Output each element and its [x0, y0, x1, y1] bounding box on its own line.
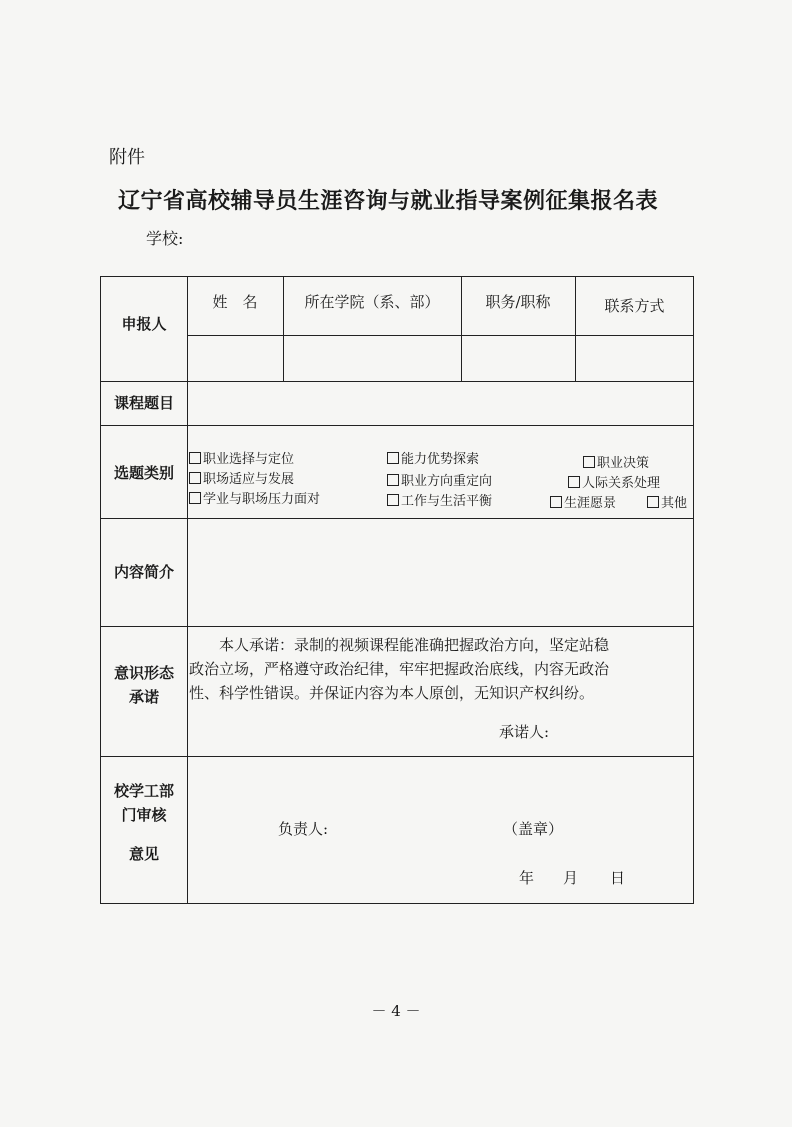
signer-label: 承诺人: — [499, 723, 550, 741]
attachment-label: 附件 — [109, 147, 145, 168]
date-year: 年 — [519, 869, 535, 887]
grid-line — [101, 381, 694, 382]
option-label: 生涯愿景 — [564, 496, 617, 511]
checkbox-icon[interactable] — [387, 474, 399, 486]
option-label: 职业方向重定向 — [401, 474, 493, 489]
checkbox-icon[interactable] — [189, 472, 201, 484]
pledge-line-1: 本人承诺：录制的视频课程能准确把握政治方向，坚定站稳 — [189, 636, 610, 654]
date-month: 月 — [563, 869, 579, 887]
responsible-label: 负责人: — [278, 820, 329, 838]
review-label-line3: 意见 — [128, 845, 159, 863]
option-career-decision[interactable] — [583, 452, 649, 471]
option-strength-explore[interactable] — [387, 448, 479, 467]
header-college: 所在学院（系、部） — [304, 293, 440, 311]
option-label: 工作与生活平衡 — [401, 494, 493, 509]
option-other[interactable] — [647, 492, 687, 511]
option-label: 能力优势探索 — [401, 452, 480, 467]
grid-line — [187, 277, 188, 903]
date-day: 日 — [610, 869, 626, 887]
option-label: 人际关系处理 — [582, 476, 661, 491]
option-career-redirect[interactable] — [387, 470, 492, 489]
applicant-label: 申报人 — [121, 315, 167, 333]
page-number: － 4 － — [371, 1002, 421, 1020]
option-workplace-adapt[interactable] — [189, 468, 294, 487]
checkbox-icon[interactable] — [189, 452, 201, 464]
grid-line — [575, 277, 576, 381]
header-name: 姓 名 — [212, 293, 258, 311]
option-label: 职业决策 — [597, 456, 650, 471]
grid-line — [187, 335, 694, 336]
checkbox-icon[interactable] — [647, 496, 659, 508]
review-label-line1: 校学工部 — [113, 782, 174, 800]
checkbox-icon[interactable] — [387, 452, 399, 464]
course-title-label: 课程题目 — [113, 394, 174, 412]
checkbox-icon[interactable] — [189, 492, 201, 504]
grid-line — [101, 626, 694, 627]
option-career-choice[interactable] — [189, 448, 294, 467]
option-work-life[interactable] — [387, 490, 492, 509]
option-label: 职场适应与发展 — [203, 472, 295, 487]
option-label: 其他 — [661, 496, 688, 511]
form-title: 辽宁省高校辅导员生涯咨询与就业指导案例征集报名表 — [118, 188, 659, 214]
checkbox-icon[interactable] — [387, 494, 399, 506]
registration-form-table — [100, 276, 694, 904]
checkbox-icon[interactable] — [568, 476, 580, 488]
option-career-vision[interactable] — [550, 492, 616, 511]
summary-label: 内容简介 — [113, 563, 174, 581]
grid-line — [101, 425, 694, 426]
ideology-label-line2: 承诺 — [128, 688, 159, 706]
option-label: 学业与职场压力面对 — [203, 492, 321, 507]
option-label: 职业选择与定位 — [203, 452, 295, 467]
pledge-line-2: 政治立场，严格遵守政治纪律，牢牢把握政治底线，内容无政治 — [189, 660, 610, 678]
school-label: 学校: — [146, 229, 184, 248]
seal-label: （盖章） — [503, 820, 564, 838]
ideology-label-line1: 意识形态 — [113, 664, 174, 682]
review-label-line2: 门审核 — [121, 806, 167, 824]
category-label: 选题类别 — [113, 464, 174, 482]
header-contact: 联系方式 — [604, 297, 665, 315]
header-position: 职务/职称 — [485, 293, 551, 311]
grid-line — [101, 518, 694, 519]
option-study-pressure[interactable] — [189, 488, 320, 507]
checkbox-icon[interactable] — [550, 496, 562, 508]
grid-line — [101, 756, 694, 757]
pledge-line-3: 性、科学性错误。并保证内容为本人原创，无知识产权纠纷。 — [189, 684, 595, 702]
checkbox-icon[interactable] — [583, 456, 595, 468]
option-relationships[interactable] — [568, 472, 660, 491]
